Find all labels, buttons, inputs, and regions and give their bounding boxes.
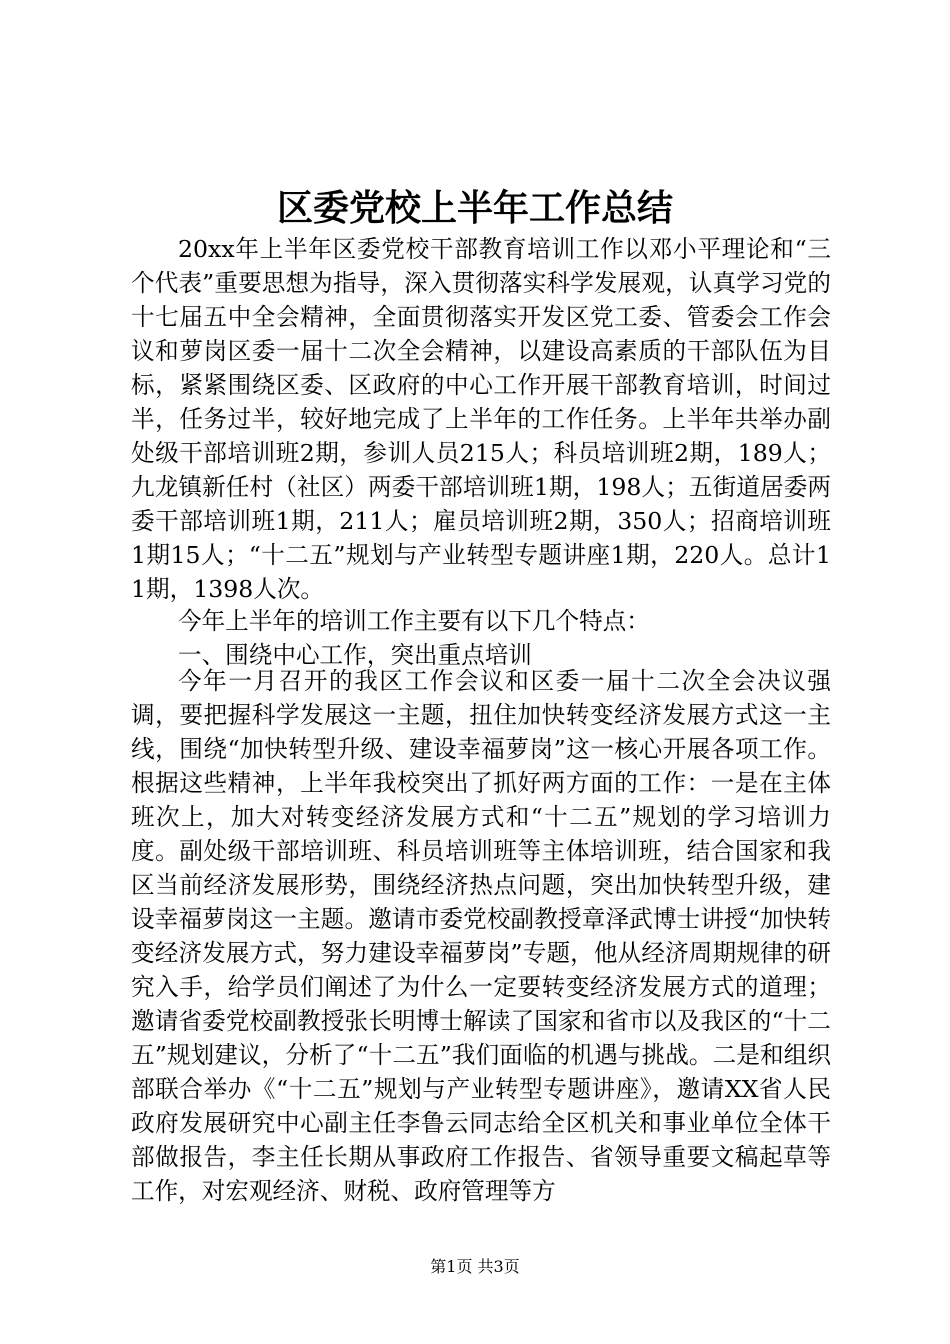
paragraph-features-intro: 今年上半年的培训工作主要有以下几个特点： (178, 607, 650, 635)
document-title: 区委党校上半年工作总结 (276, 187, 673, 229)
paragraph-section-1-body: 今年一月召开的我区工作会议和区委一届十二次全会决议强调，要把握科学发展这一主题，扭住加快转变经济发展方式这一主线，围绕“加快转型升级、建设幸福萝岗”这一核心开展各项工作。根据这些精神，上半年我校突出了抓好两方面的工作：一是在主体班次上，加大对转变经济发展方式和“十二五”规划的学习培训力度。副处级干部培训班、科员培训班等主体培训班，结合国家和我区当前经济发展形势，围绕经济热点问题，突出加快转型升级，建设幸福萝岗这一主题。邀请市委党校副教授章泽武博士讲授“加快转变经济发展方式，努力建设幸福萝岗”专题，他从经济周期规律的研究入手，给学员们阐述了为什么一定要转变经济发展方式的道理；邀请省委党校副教授张长明博士解读了国家和省市以及我区的“十二五”规划建议，分析了“十二五”我们面临的机遇与挑战。二是和组织部联合举办《“十二五”规划与产业转型专题讲座》，邀请XX省人民政府发展研究中心副主任李鲁云同志给全区机关和事业单位全体干部做报告，李主任长期从事政府工作报告、省领导重要文稿起草等工作，对宏观经济、财税、政府管理等方 (131, 667, 831, 1205)
section-heading-1: 一、围绕中心工作，突出重点培训 (178, 641, 532, 669)
paragraph-intro: 20xx年上半年区委党校干部教育培训工作以邓小平理论和“三个代表”重要思想为指导，深入贯彻落实科学发展观，认真学习党的十七届五中全会精神，全面贯彻落实开发区党工委、管委会工作会议和萝岗区委一届十二次全会精神，以建设高素质的干部队伍为目标，紧紧围绕区委、区政府的中心工作开展干部教育培训，时间过半，任务过半，较好地完成了上半年的工作任务。上半年共举办副处级干部培训班2期，参训人员215人；科员培训班2期，189人；九龙镇新任村（社区）两委干部培训班1期，198人；五街道居委两委干部培训班1期，211人；雇员培训班2期，350人；招商培训班1期15人；“十二五”规划与产业转型专题讲座1期，220人。总计11期，1398人次。 (131, 235, 831, 603)
page-footer: 第1页 共3页 (430, 1257, 520, 1276)
